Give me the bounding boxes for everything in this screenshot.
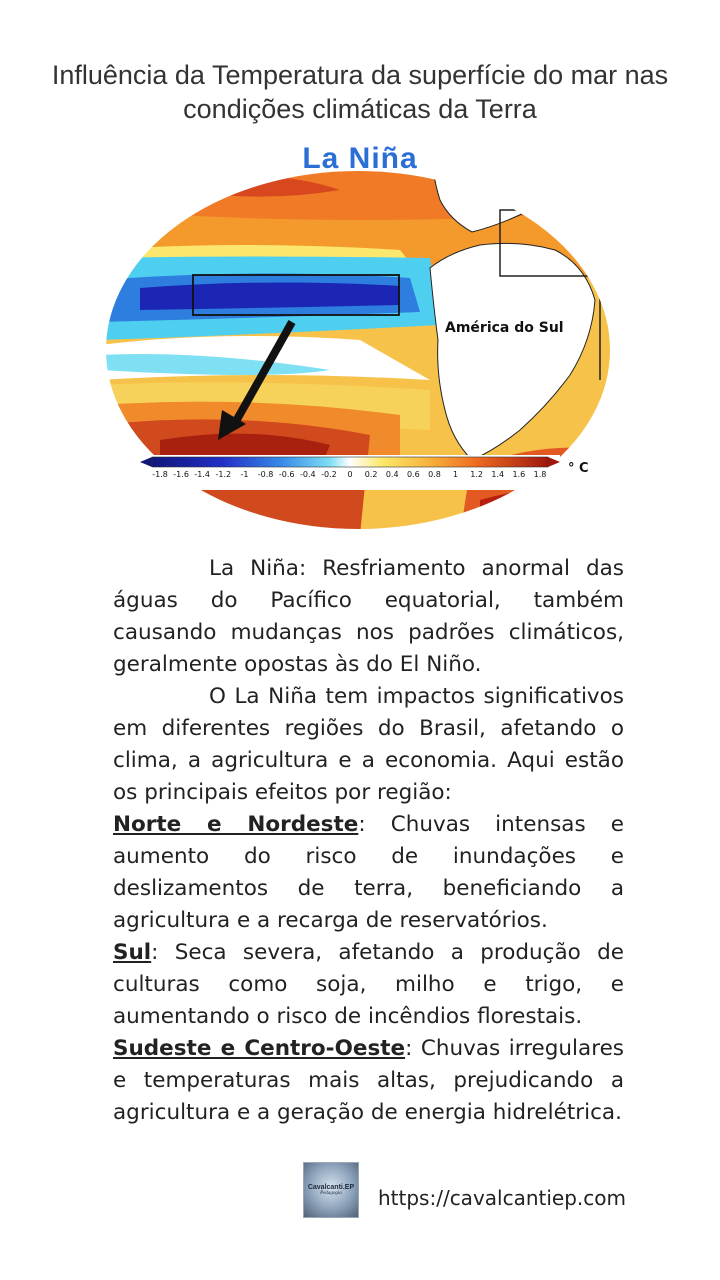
page-title: Influência da Temperatura da superfície do mar nas condições climáticas da Terra <box>51 60 669 124</box>
colorbar-tick-label: 1.2 <box>470 470 484 479</box>
logo-subtext: Pedagogia <box>320 1191 342 1196</box>
region-text: : Chuvas intensas e aumento do risco de inundações e deslizamentos de terra, beneficiando a agricultura e a recarga de reservatórios. <box>113 812 624 933</box>
paragraph-definition: La Niña: Resfriamento anormal das águas do Pacífico equatorial, também causando mudanças nos padrões climáticos, geralmente opostas às do El Niño. <box>113 556 624 677</box>
colorbar-tick-label: 0.4 <box>385 470 399 479</box>
colorbar-tick-label: 0 <box>347 470 353 479</box>
colorbar-tick-label: 0.8 <box>428 470 441 479</box>
colorbar-tick-label: 0.6 <box>406 470 420 479</box>
colorbar-tick-label: 1 <box>453 470 459 479</box>
region-name: Norte e Nordeste <box>113 812 359 837</box>
region-text: : Seca severa, afetando a produção de culturas como soja, milho e trigo, e aumentando o risco de incêndios florestais. <box>113 940 624 1029</box>
colorbar-tick-label: -0.6 <box>278 470 295 479</box>
colorbar-tick-label: -0.8 <box>257 470 274 479</box>
region-south <box>113 937 624 1033</box>
colorbar-tick-label: -0.4 <box>299 470 316 479</box>
colorbar <box>152 457 548 467</box>
colorbar-tick-label: -1.8 <box>152 470 168 479</box>
region-southeast-centerwest <box>113 1033 624 1129</box>
site-logo <box>303 1162 359 1218</box>
colorbar-tick-label: -1 <box>240 470 249 479</box>
sst-anomaly-map <box>100 140 620 535</box>
colorbar-tick-label: 1.6 <box>512 470 526 479</box>
sst-map-figure <box>100 140 620 535</box>
colorbar-tick-label: -0.2 <box>321 470 337 479</box>
site-url-link[interactable]: https://cavalcantiep.com <box>378 1186 626 1210</box>
region-name: Sudeste e Centro-Oeste <box>113 1036 406 1061</box>
region-name: Sul <box>113 940 152 965</box>
colorbar-tick-label: 0.2 <box>364 470 378 479</box>
paragraph-impacts: O La Niña tem impactos significativos em diferentes regiões do Brasil, afetando o clima, a agricultura e a economia. Aqui estão os principais efeitos por região: <box>113 684 624 805</box>
colorbar-tick-label: -1.6 <box>173 470 189 479</box>
region-text: : Chuvas irregulares e temperaturas mais altas, prejudicando a agricultura e a geração de energia hidrelétrica. <box>113 1036 625 1125</box>
south-america-label: América do Sul <box>445 320 564 336</box>
colorbar-tick-label: 1.8 <box>533 470 547 479</box>
article-body <box>113 553 624 1129</box>
colorbar-unit: ° C <box>568 461 589 476</box>
colorbar-tick-label: -1.2 <box>215 470 232 479</box>
map-heading: La Niña <box>302 142 418 175</box>
colorbar-tick-label: -1.4 <box>194 470 211 479</box>
colorbar-tick-label: 1.4 <box>491 470 505 479</box>
region-north-northeast <box>113 809 624 937</box>
logo-text: Cavalcanti.EP <box>307 1184 355 1191</box>
